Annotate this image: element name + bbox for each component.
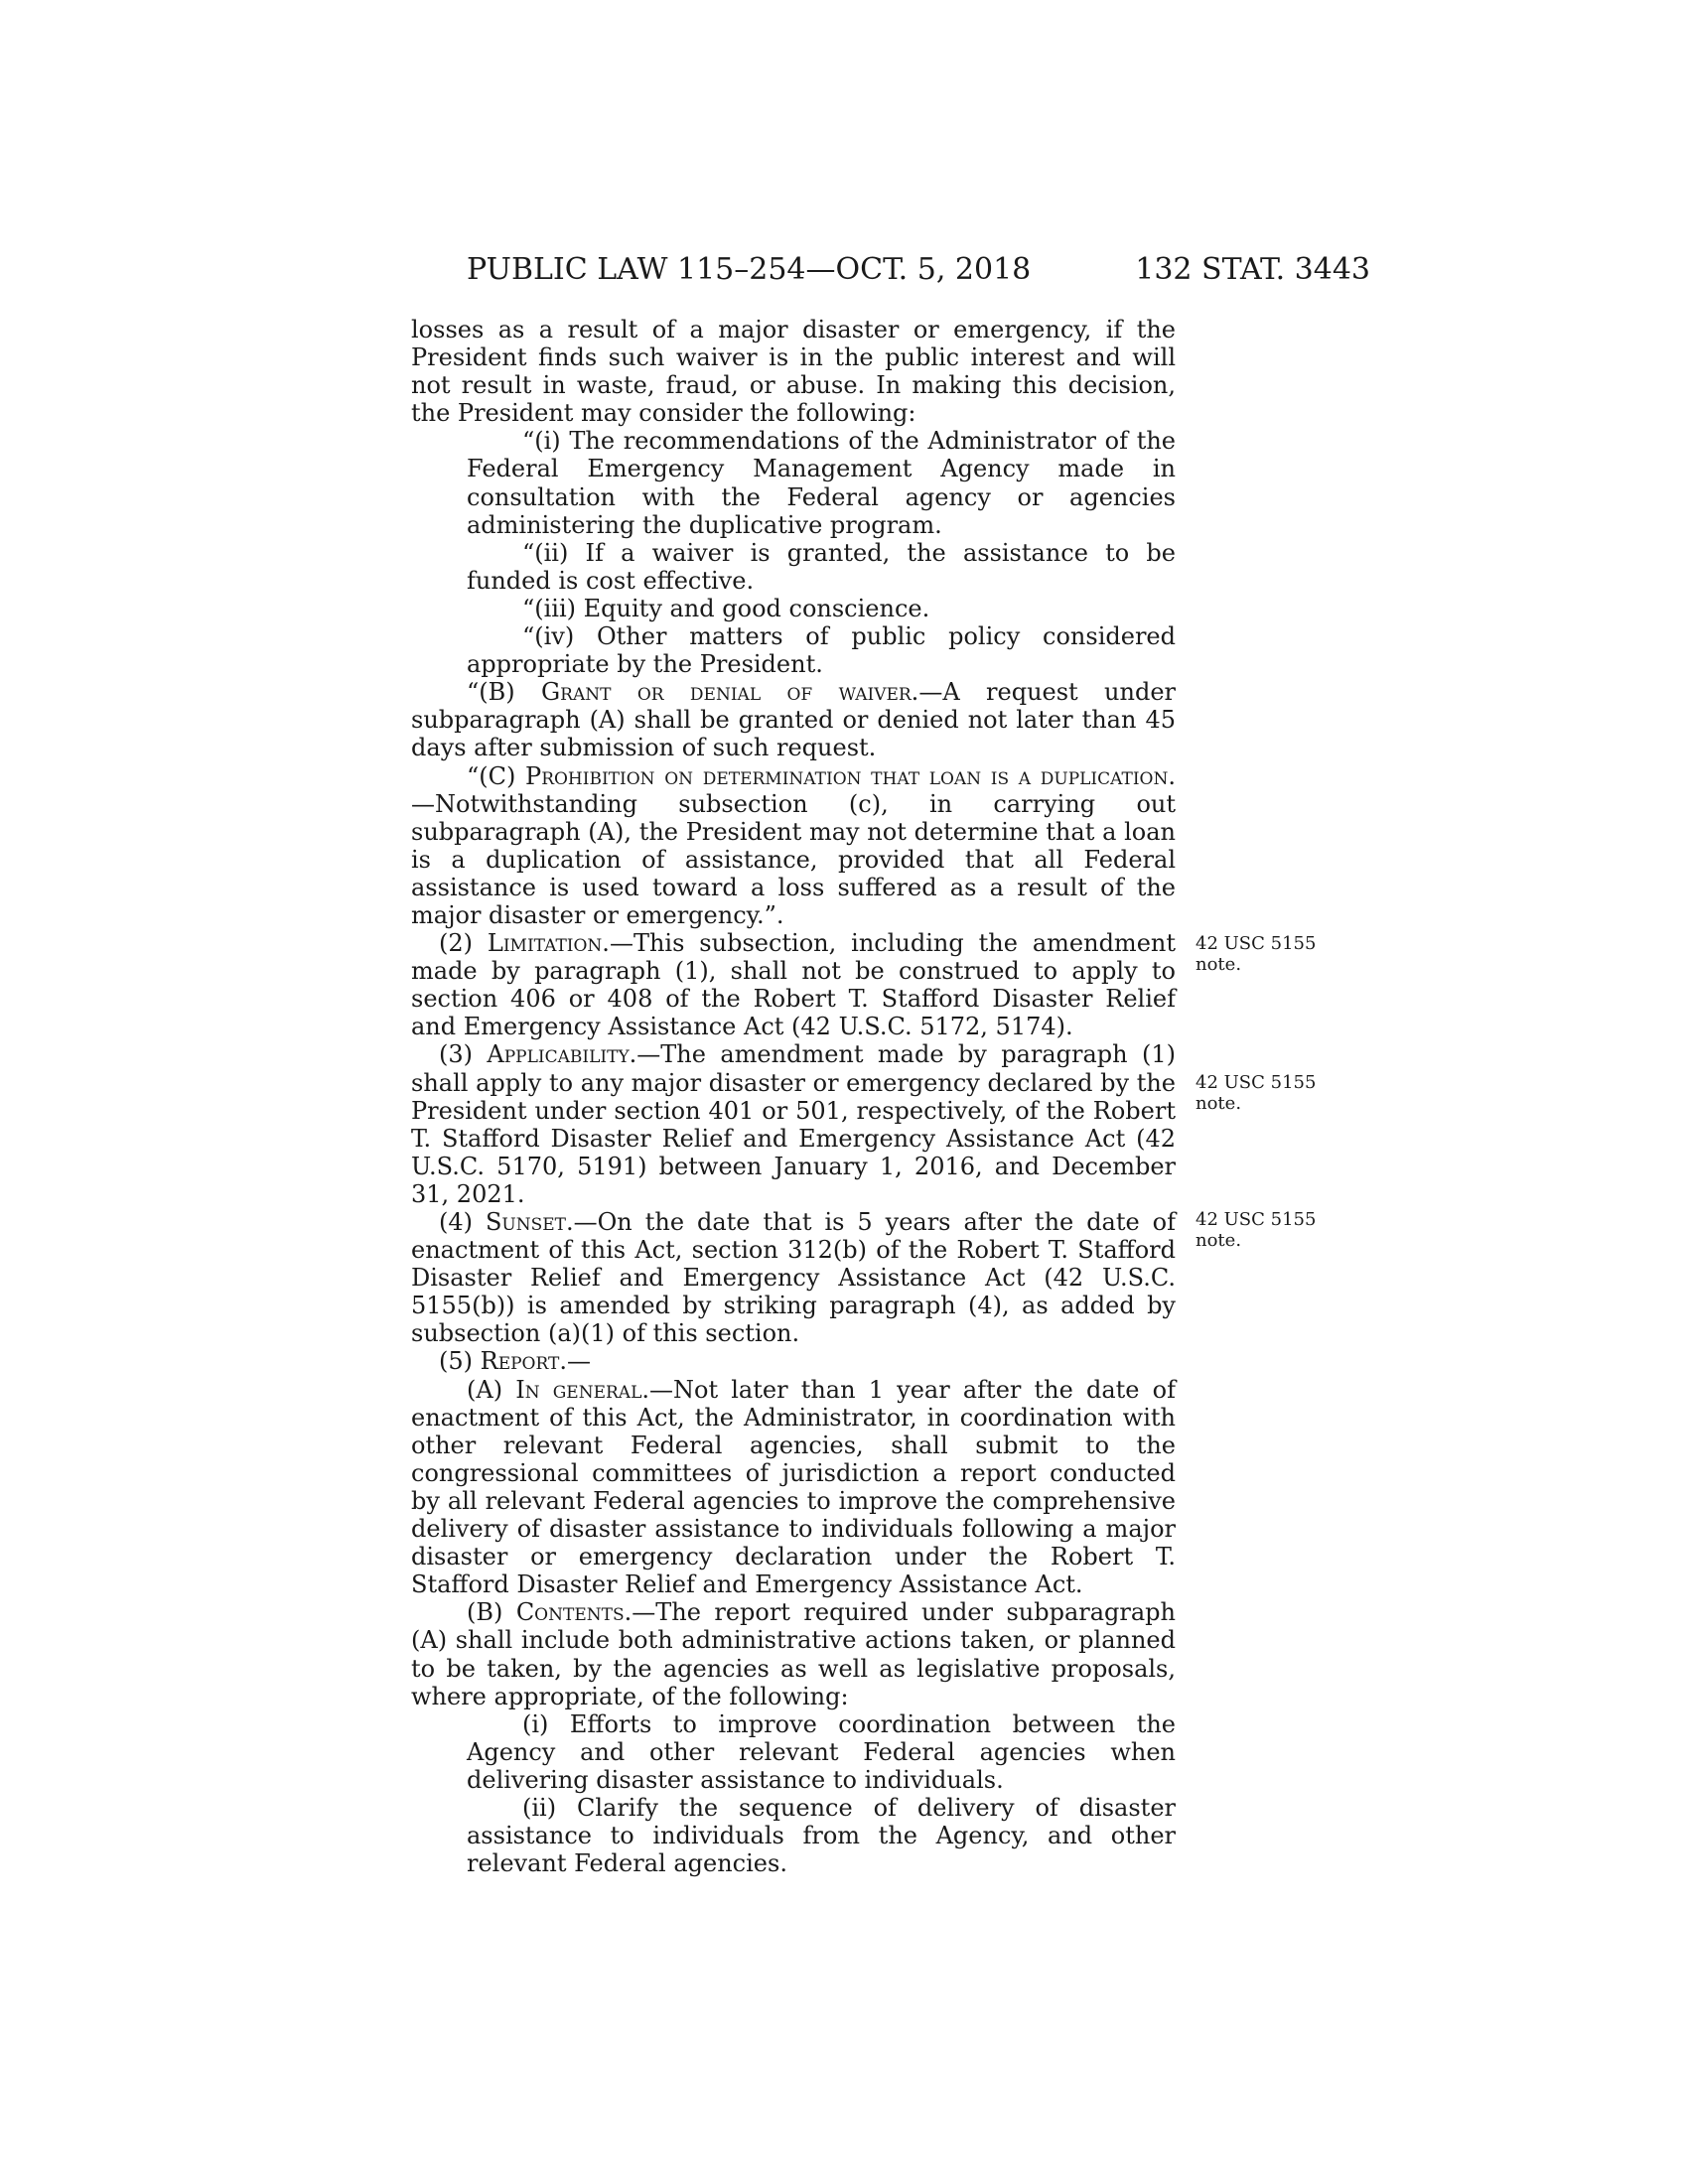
- clause-iv: “(iv) Other matters of public policy considered appropriate by the President.: [467, 622, 1176, 679]
- margin-note-1: [1196, 933, 1354, 975]
- paragraph-4-number: (4): [439, 1208, 486, 1236]
- paragraph-5-text: —: [566, 1347, 591, 1376]
- statute-body: [411, 316, 1176, 1877]
- subparagraph-5b-contents: [411, 1598, 1176, 1709]
- subparagraph-5b-text: —The report required under subparagraph (A) shall include both administrative actions taken, or planned to be taken, by the agencies as well as legislative proposals, where appropriate, of the following:: [411, 1598, 1176, 1710]
- clause-5b-ii: (ii) Clarify the sequence of delivery of disaster assistance to individuals from the Agency, and other relevant Federal agencies.: [467, 1793, 1176, 1878]
- paragraph-2-text: —This subsection, including the amendment made by paragraph (1), shall not be construed to apply to section 406 or 408 of the Robert T. Stafford Disaster Relief and Emergency Assistance Act (42 U.S.C. 5172, 5174).: [411, 929, 1176, 1041]
- subparagraph-5a-heading: In general.: [515, 1375, 649, 1404]
- subparagraph-5a-text: —Not later than 1 year after the date of enactment of this Act, the Administrator, in coordination with other relevant Federal agencies, shall submit to the congressional committees of jurisdiction a report conducted by all relevant Federal agencies to improve the comprehensive delivery of disaster assistance to individuals following a major disaster or emergency declaration under the Robert T. Stafford Disaster Relief and Emergency Assistance Act.: [411, 1375, 1176, 1599]
- paragraph-5-heading: Report.: [480, 1347, 567, 1376]
- clause-5b-i: (i) Efforts to improve coordination between the Agency and other relevant Federal agencies when delivering disaster assistance to individuals.: [467, 1709, 1176, 1794]
- paragraph-5-report: [411, 1347, 1176, 1375]
- subparagraph-5b-heading: Contents.: [515, 1598, 633, 1627]
- paragraph-3-number: (3): [439, 1040, 488, 1069]
- margin-note-3-citation: 42 USC 5155: [1196, 1209, 1317, 1230]
- margin-note-1-suffix: note.: [1196, 954, 1242, 975]
- subparagraph-5b-number: (B): [467, 1598, 516, 1627]
- subparagraph-b: [411, 678, 1176, 761]
- paragraph-3-applicability: [411, 1040, 1176, 1208]
- margin-note-2-suffix: note.: [1196, 1093, 1242, 1114]
- subparagraph-c: [411, 762, 1176, 930]
- subparagraph-c-heading: Prohibition on determination that loan is a duplication.: [525, 761, 1176, 790]
- paragraph-3-text: —The amendment made by paragraph (1) shall apply to any major disaster or emergency declared by the President under section 401 or 501, respectively, of the Robert T. Stafford Disaster Relief and Emergency Assistance Act (42 U.S.C. 5170, 5191) between January 1, 2016, and December 31, 2021.: [411, 1040, 1177, 1208]
- clause-iii: “(iii) Equity and good conscience.: [522, 594, 930, 622]
- margin-note-1-citation: 42 USC 5155: [1196, 933, 1317, 954]
- paragraph-3-heading: Applicability.: [487, 1040, 637, 1069]
- subparagraph-b-number: “(B): [467, 678, 541, 707]
- paragraph-2-heading: Limitation.: [487, 929, 610, 958]
- margin-note-3: [1196, 1209, 1354, 1251]
- paragraph-2-number: (2): [439, 929, 488, 958]
- paragraph-2-limitation: [411, 929, 1176, 1040]
- paragraph-4-sunset: [411, 1208, 1176, 1347]
- paragraph-intro: losses as a result of a major disaster or emergency, if the President finds such waiver is in the public interest and will not result in waste, fraud, or abuse. In making this decision, the President may consider the following:: [411, 316, 1176, 428]
- public-law-citation: PUBLIC LAW 115–254—OCT. 5, 2018: [467, 252, 1032, 287]
- clause-ii: “(ii) If a waiver is granted, the assistance to be funded is cost effective.: [467, 538, 1176, 595]
- margin-note-2: [1196, 1072, 1354, 1114]
- paragraph-4-text: —On the date that is 5 years after the date of enactment of this Act, section 312(b) of the Robert T. Stafford Disaster Relief and Emergency Assistance Act (42 U.S.C. 5155(b)) is amended by striking paragraph (4), as added by subsection (a)(1) of this section.: [411, 1208, 1176, 1348]
- paragraph-5-number: (5): [439, 1347, 481, 1376]
- subparagraph-5a-general: [411, 1376, 1176, 1599]
- subparagraph-c-number: “(C): [467, 761, 526, 790]
- clause-i: “(i) The recommendations of the Administrator of the Federal Emergency Management Agency made in consultation with the Federal agency or agencies administering the duplicative program.: [467, 427, 1176, 539]
- subparagraph-5a-number: (A): [467, 1375, 516, 1404]
- margin-note-3-suffix: note.: [1196, 1230, 1242, 1251]
- subparagraph-b-heading: Grant or denial of waiver.: [541, 678, 919, 707]
- margin-note-2-citation: 42 USC 5155: [1196, 1072, 1317, 1093]
- statute-page-number: 132 STAT. 3443: [1135, 252, 1370, 287]
- running-header: [467, 250, 1370, 290]
- subparagraph-b-text: —A request under subparagraph (A) shall be granted or denied not later than 45 days after submission of such request.: [411, 678, 1176, 762]
- subparagraph-c-text: —Notwithstanding subsection (c), in carrying out subparagraph (A), the President may not determine that a loan is a duplication of assistance, provided that all Federal assistance is used toward a loss suffered as a result of the major disaster or emergency.”.: [411, 789, 1176, 929]
- paragraph-4-heading: Sunset.: [485, 1208, 574, 1236]
